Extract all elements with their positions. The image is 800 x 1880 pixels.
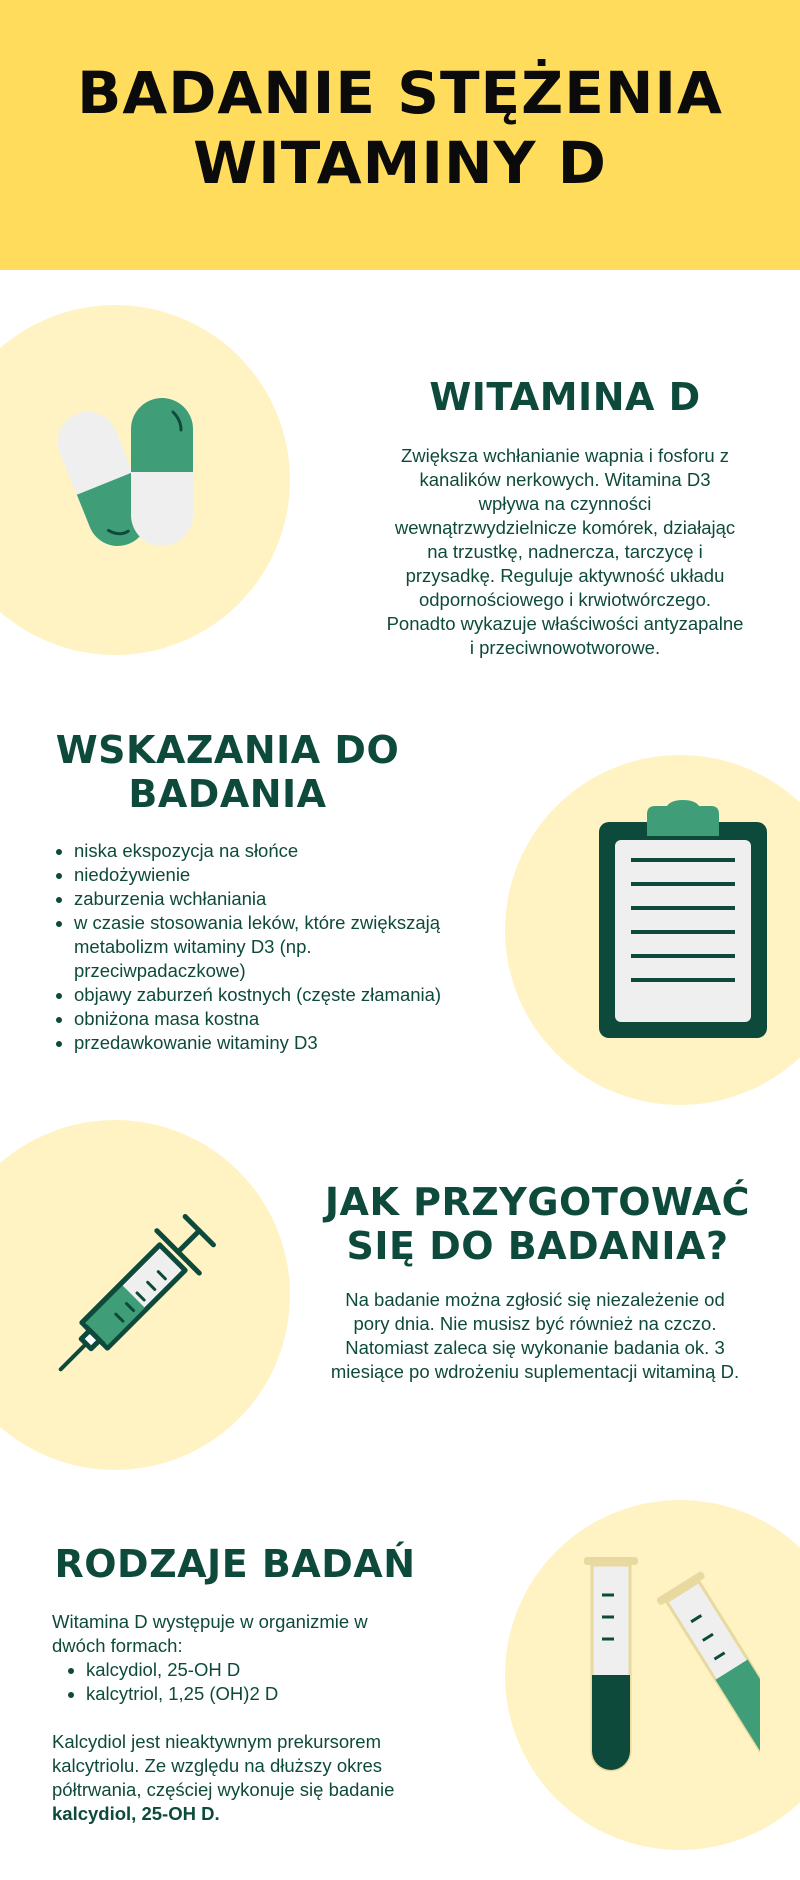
test-tubes-icon bbox=[580, 1555, 760, 1785]
list-item: • obniżona masa kostna bbox=[74, 1007, 454, 1031]
list-item: • przedawkowanie witaminy D3 bbox=[74, 1031, 454, 1055]
vitamin-line: Ponadto wykazuje właściwości antyzapalne bbox=[386, 613, 744, 634]
types-title: RODZAJE BADAŃ bbox=[54, 1542, 416, 1586]
types-intro-line2: dwóch formach: bbox=[52, 1635, 183, 1656]
indications-title-line2: BADANIA bbox=[128, 772, 327, 816]
types-outro-line3: półtrwania, częściej wykonuje się badanie bbox=[52, 1779, 395, 1800]
prepare-line: miesiące po wdrożeniu suplementacji witaminą D. bbox=[330, 1361, 740, 1382]
indications-list bbox=[40, 839, 454, 1055]
prepare-description bbox=[290, 1288, 780, 1384]
page-title-line2: WITAMINY D bbox=[193, 129, 607, 197]
types-outro-line1: Kalcydiol jest nieaktywnym prekursorem bbox=[52, 1731, 382, 1752]
vitamin-line: wewnątrzwydzielnicze komórek, działając bbox=[394, 517, 736, 538]
types-outro-line2: kalcytriolu. Ze względu na dłuższy okres bbox=[52, 1755, 383, 1776]
list-item: • w czasie stosowania leków, które zwiększają metabolizm witaminy D3 (np. przeciwpadaczkowe) bbox=[74, 911, 454, 983]
page-title-line1: BADANIE STĘŻENIA bbox=[77, 59, 723, 127]
prepare-line: Natomiast zaleca się wykonanie badania ok. 3 bbox=[345, 1337, 725, 1358]
vitamin-title: WITAMINA D bbox=[429, 375, 701, 419]
types-outro-bold: kalcydiol, 25-OH D. bbox=[52, 1803, 220, 1824]
vitamin-line: kanalików nerkowych. Witamina D3 bbox=[419, 469, 711, 490]
list-item: • kalcydiol, 25-OH D bbox=[86, 1658, 466, 1682]
prepare-title-line1: JAK PRZYGOTOWAĆ bbox=[324, 1180, 751, 1224]
list-item: • zaburzenia wchłaniania bbox=[74, 887, 454, 911]
list-item: • kalcytriol, 1,25 (OH)2 D bbox=[86, 1682, 466, 1706]
prepare-title-line2: SIĘ DO BADANIA? bbox=[346, 1224, 729, 1268]
types-outro bbox=[52, 1730, 472, 1826]
types-list bbox=[52, 1658, 466, 1706]
syringe-icon bbox=[30, 1200, 230, 1400]
vitamin-line: przysadkę. Reguluje aktywność układu bbox=[405, 565, 725, 586]
vitamin-line: na trzustkę, nadnercza, tarczycę i bbox=[427, 541, 703, 562]
indications-title bbox=[40, 728, 415, 816]
page-title bbox=[0, 58, 800, 198]
list-item: • niedożywienie bbox=[74, 863, 454, 887]
types-intro bbox=[52, 1610, 452, 1658]
prepare-line: Na badanie można zgłosić się niezależenie od bbox=[345, 1289, 725, 1310]
vitamin-line: Zwiększa wchłanianie wapnia i fosforu z bbox=[400, 445, 729, 466]
vitamin-description bbox=[355, 444, 775, 660]
list-item: • niska ekspozycja na słońce bbox=[74, 839, 454, 863]
prepare-line: pory dnia. Nie musisz być również na czczo. bbox=[353, 1313, 717, 1334]
prepare-title bbox=[300, 1180, 775, 1268]
list-item: • objawy zaburzeń kostnych (częste złamania) bbox=[74, 983, 454, 1007]
vitamin-line: i przeciwnowotworowe. bbox=[469, 637, 661, 658]
indications-title-line1: WSKAZANIA DO bbox=[55, 728, 400, 772]
capsule-icon bbox=[45, 390, 205, 560]
clipboard-icon bbox=[597, 800, 772, 1040]
vitamin-line: odpornościowego i krwiotwórczego. bbox=[418, 589, 712, 610]
types-intro-line1: Witamina D występuje w organizmie w bbox=[52, 1611, 368, 1632]
vitamin-line: wpływa na czynności bbox=[478, 493, 652, 514]
